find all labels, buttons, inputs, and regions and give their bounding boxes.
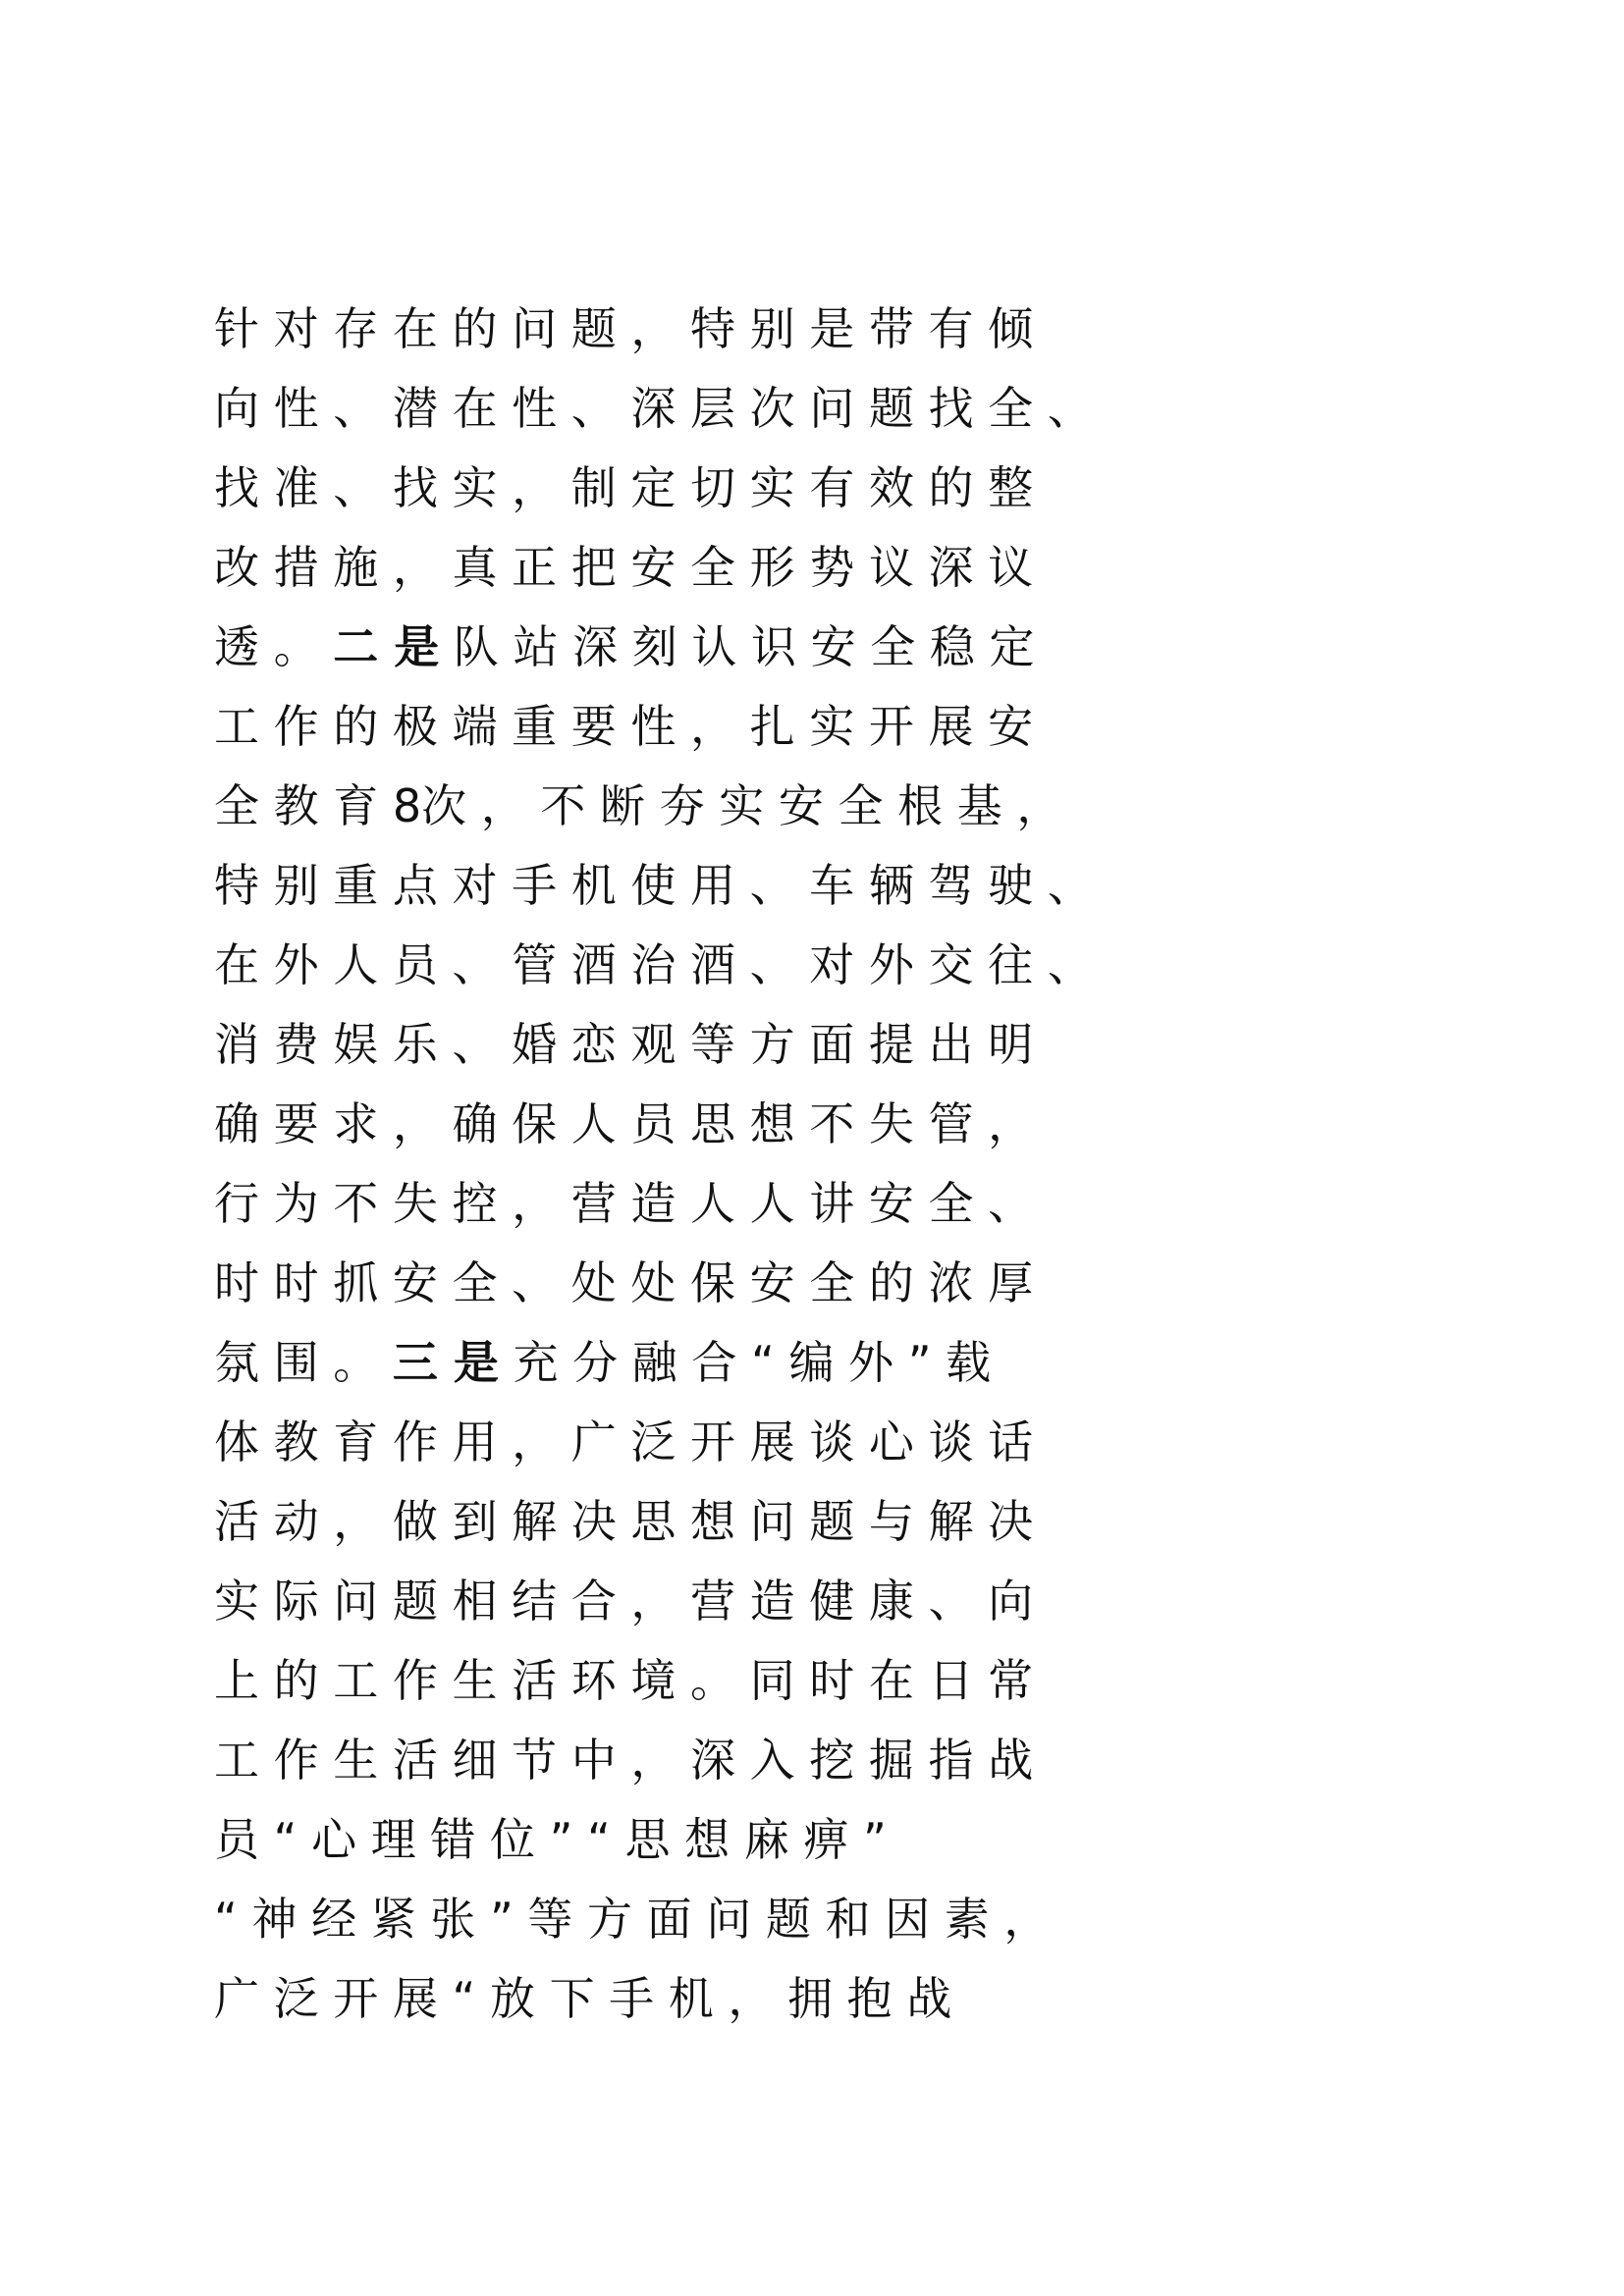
text-run: 队 站 深 刻 认 识 安 全 稳 定: [439, 620, 1035, 673]
text-line: [214, 1328, 991, 1397]
text-line: 工 作 生 活 细 节 中 ， 深 入 挖 掘 指 战: [214, 1734, 1034, 1787]
text-line: “ 神 经 紧 张 ” 等 方 面 问 题 和 因 素 ，: [214, 1893, 1050, 1946]
text-line: 找 准 、 找 实 ， 制 定 切 实 有 效 的 整: [214, 461, 1034, 514]
text-line: 员 “ 心 理 错 位 ” “ 思 想 麻 痹 ”: [214, 1813, 887, 1866]
text-line: 实 际 问 题 相 结 合 ， 营 造 健 康 、 向: [214, 1575, 1034, 1628]
text-run: 氛 围 。: [214, 1336, 393, 1389]
text-run: 透 。: [214, 620, 334, 673]
text-run: 充 分 融 合 “ 编 外 ” 载: [498, 1336, 992, 1389]
text-line: 活 动 ， 做 到 解 决 思 想 问 题 与 解 决: [214, 1495, 1034, 1548]
text-line: 行 为 不 失 控 ， 营 造 人 人 讲 安 全 、: [214, 1177, 1034, 1230]
text-line: 时 时 抓 安 全 、 处 处 保 安 全 的 浓 厚: [214, 1256, 1034, 1309]
text-line: 广 泛 开 展 “ 放 下 手 机 ， 拥 抱 战: [214, 1972, 952, 2025]
text-line: 工 作 的 极 端 重 要 性 ， 扎 实 开 展 安: [214, 700, 1034, 753]
text-line: 针 对 存 在 的 问 题 ， 特 别 是 带 有 倾: [214, 302, 1034, 355]
text-line: [214, 613, 1035, 681]
text-line: 改 措 施 ， 真 正 把 安 全 形 势 议 深 议: [214, 541, 1034, 594]
text-line: 全 教 育 8次 ， 不 断 夯 实 安 全 根 基 ，: [214, 779, 1062, 832]
emphasis-label: 二 是: [333, 620, 440, 673]
text-line: 向 性 、 潜 在 性 、 深 层 次 问 题 找 全 、: [214, 382, 1093, 435]
text-line: 消 费 娱 乐 、 婚 恋 观 等 方 面 提 出 明: [214, 1018, 1034, 1071]
text-line: 确 要 求 ， 确 保 人 员 思 想 不 失 管 ，: [214, 1097, 1034, 1150]
emphasis-label: 三 是: [392, 1336, 499, 1389]
text-line: 上 的 工 作 生 活 环 境 。 同 时 在 日 常: [214, 1654, 1034, 1707]
text-line: 体 教 育 作 用 ， 广 泛 开 展 谈 心 谈 话: [214, 1415, 1034, 1468]
text-line: 特 别 重 点 对 手 机 使 用 、 车 辆 驾 驶 、: [214, 859, 1093, 912]
text-line: 在 外 人 员 、 管 酒 治 酒 、 对 外 交 往 、: [214, 938, 1093, 991]
